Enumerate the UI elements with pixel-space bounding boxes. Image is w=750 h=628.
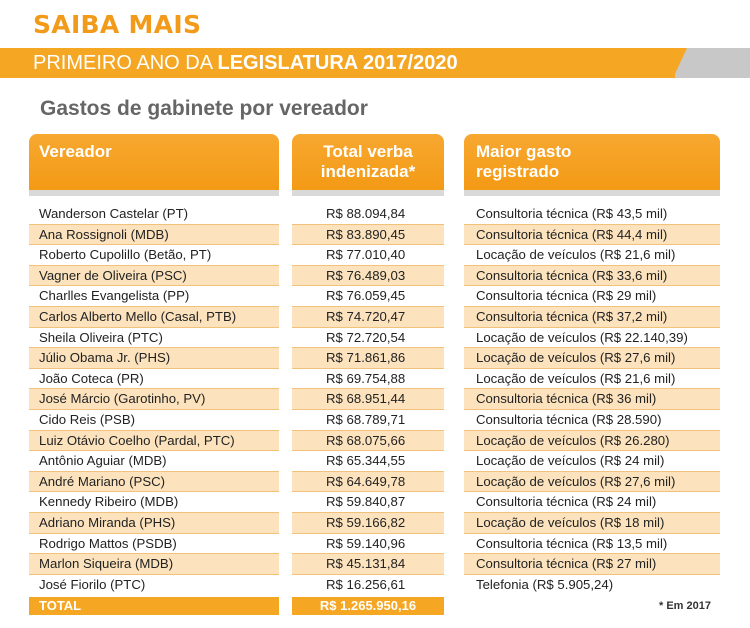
column-header-total-line2: indenizada* bbox=[320, 162, 416, 181]
table-cell-vereador: Kennedy Ribeiro (MDB) bbox=[29, 492, 279, 513]
table-cell-vereador: Ana Rossignoli (MDB) bbox=[29, 225, 279, 246]
table-cell-vereador: Luiz Otávio Coelho (Pardal, PTC) bbox=[29, 431, 279, 452]
table-cell-vereador: Roberto Cupolillo (Betão, PT) bbox=[29, 245, 279, 266]
banner-title-bold: LEGISLATURA 2017/2020 bbox=[217, 52, 458, 74]
table-cell-gasto: Locação de veículos (R$ 27,6 mil) bbox=[464, 472, 720, 493]
table-cell-vereador: José Márcio (Garotinho, PV) bbox=[29, 389, 279, 410]
table-cell-total: R$ 59.166,82 bbox=[292, 513, 444, 534]
table-cell-total: R$ 72.720,54 bbox=[292, 328, 444, 349]
banner-title-prefix: PRIMEIRO ANO DA bbox=[33, 52, 218, 74]
table-cell-total: R$ 69.754,88 bbox=[292, 369, 444, 390]
section-kicker: SAIBA MAIS bbox=[33, 10, 202, 39]
table-cell-gasto: Locação de veículos (R$ 21,6 mil) bbox=[464, 245, 720, 266]
table-cell-gasto: Consultoria técnica (R$ 28.590) bbox=[464, 410, 720, 431]
banner-gray-bar bbox=[675, 48, 750, 78]
table-cell-vereador: André Mariano (PSC) bbox=[29, 472, 279, 493]
table-cell-total: R$ 68.951,44 bbox=[292, 389, 444, 410]
table-cell-total: R$ 59.140,96 bbox=[292, 534, 444, 555]
table-cell-vereador: Marlon Siqueira (MDB) bbox=[29, 554, 279, 575]
column-separator bbox=[29, 190, 279, 196]
table-cell-total: R$ 76.059,45 bbox=[292, 286, 444, 307]
column-header-total-line1: Total verba bbox=[323, 142, 413, 161]
column-gasto bbox=[464, 134, 720, 595]
banner-title bbox=[33, 52, 458, 75]
table-cell-vereador: Júlio Obama Jr. (PHS) bbox=[29, 348, 279, 369]
table-cell-total: R$ 83.890,45 bbox=[292, 225, 444, 246]
table-cell-total: R$ 76.489,03 bbox=[292, 266, 444, 287]
column-vereador bbox=[29, 134, 279, 595]
table-cell-total: R$ 59.840,87 bbox=[292, 492, 444, 513]
table-cell-gasto: Locação de veículos (R$ 22.140,39) bbox=[464, 328, 720, 349]
table-cell-gasto: Locação de veículos (R$ 26.280) bbox=[464, 431, 720, 452]
table-cell-gasto: Consultoria técnica (R$ 44,4 mil) bbox=[464, 225, 720, 246]
table-cell-total: R$ 74.720,47 bbox=[292, 307, 444, 328]
table-cell-total: R$ 68.075,66 bbox=[292, 431, 444, 452]
table-cell-gasto: Consultoria técnica (R$ 24 mil) bbox=[464, 492, 720, 513]
table-cell-vereador: Vagner de Oliveira (PSC) bbox=[29, 266, 279, 287]
table-cell-total: R$ 65.344,55 bbox=[292, 451, 444, 472]
table-cell-vereador: Wanderson Castelar (PT) bbox=[29, 204, 279, 225]
column-header-vereador bbox=[29, 134, 279, 190]
table-cell-vereador: Charlles Evangelista (PP) bbox=[29, 286, 279, 307]
footnote: * Em 2017 bbox=[659, 600, 711, 612]
column-header-total bbox=[292, 134, 444, 190]
column-separator bbox=[292, 190, 444, 196]
table-cell-total: R$ 71.861,86 bbox=[292, 348, 444, 369]
table-cell-vereador: João Coteca (PR) bbox=[29, 369, 279, 390]
column-header-gasto-line2: registrado bbox=[476, 162, 560, 181]
total-label: TOTAL bbox=[29, 597, 279, 615]
table-cell-gasto: Telefonia (R$ 5.905,24) bbox=[476, 576, 614, 592]
table-cell-total: R$ 64.649,78 bbox=[292, 472, 444, 493]
table-cell-total: R$ 68.789,71 bbox=[292, 410, 444, 431]
column-header-gasto bbox=[464, 134, 720, 190]
table-cell-vereador: Sheila Oliveira (PTC) bbox=[29, 328, 279, 349]
table-cell-vereador: Cido Reis (PSB) bbox=[29, 410, 279, 431]
table-cell-total: R$ 16.256,61 bbox=[326, 576, 406, 592]
table-cell-gasto: Locação de veículos (R$ 27,6 mil) bbox=[464, 348, 720, 369]
rows-gasto bbox=[464, 204, 720, 595]
table-cell-gasto: Consultoria técnica (R$ 29 mil) bbox=[464, 286, 720, 307]
rows-total bbox=[292, 204, 444, 595]
rows-vereador bbox=[29, 204, 279, 595]
table-cell-vereador: José Fiorilo (PTC) bbox=[39, 576, 146, 592]
table-cell-total: R$ 45.131,84 bbox=[292, 554, 444, 575]
column-separator bbox=[464, 190, 720, 196]
column-total bbox=[292, 134, 444, 595]
column-header-vereador-label: Vereador bbox=[39, 142, 112, 161]
table-cell-gasto: Consultoria técnica (R$ 27 mil) bbox=[464, 554, 720, 575]
total-value: R$ 1.265.950,16 bbox=[292, 597, 444, 615]
table-cell-total: R$ 88.094,84 bbox=[292, 204, 444, 225]
table-cell-vereador: Rodrigo Mattos (PSDB) bbox=[29, 534, 279, 555]
table-cell-gasto: Consultoria técnica (R$ 33,6 mil) bbox=[464, 266, 720, 287]
table-cell-gasto: Consultoria técnica (R$ 36 mil) bbox=[464, 389, 720, 410]
title-banner bbox=[0, 48, 750, 78]
table-cell-vereador: Antônio Aguiar (MDB) bbox=[29, 451, 279, 472]
table-cell-vereador: Adriano Miranda (PHS) bbox=[29, 513, 279, 534]
table-cell-total: R$ 77.010,40 bbox=[292, 245, 444, 266]
table-cell-gasto: Consultoria técnica (R$ 43,5 mil) bbox=[464, 204, 720, 225]
table-cell-gasto: Consultoria técnica (R$ 37,2 mil) bbox=[464, 307, 720, 328]
table-cell-gasto: Locação de veículos (R$ 18 mil) bbox=[464, 513, 720, 534]
table-cell-gasto: Locação de veículos (R$ 21,6 mil) bbox=[464, 369, 720, 390]
table-subtitle: Gastos de gabinete por vereador bbox=[40, 97, 368, 120]
table-cell-gasto: Locação de veículos (R$ 24 mil) bbox=[464, 451, 720, 472]
column-header-gasto-line1: Maior gasto bbox=[476, 142, 572, 161]
table-cell-vereador: Carlos Alberto Mello (Casal, PTB) bbox=[29, 307, 279, 328]
table-cell-gasto: Consultoria técnica (R$ 13,5 mil) bbox=[464, 534, 720, 555]
